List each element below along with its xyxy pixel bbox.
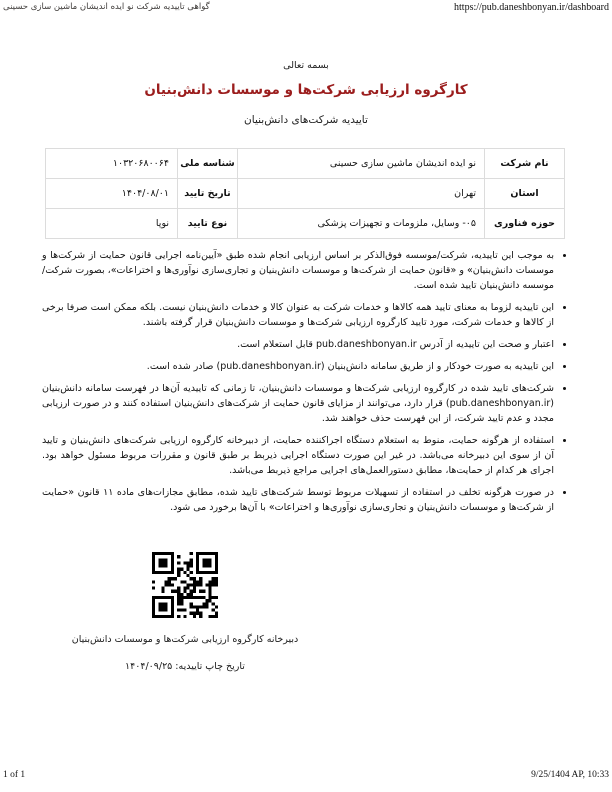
technology-field-value: ۰۵- وسایل، ملزومات و تجهیزات پزشکی [238, 209, 485, 239]
approval-type-value: نوپا [46, 209, 178, 239]
qr-code [152, 552, 218, 618]
secretariat-caption: دبیرخانه کارگروه ارزیابی شرکت‌ها و موسسات دانش‌بنیان [71, 634, 299, 645]
company-name-value: نو ایده اندیشان ماشین سازی حسینی [238, 149, 485, 179]
province-label: استان [485, 179, 565, 209]
note-item: • استفاده از هرگونه حمایت، منوط به استعلام دستگاه اجراکننده حمایت، از دبیرخانه کارگروه ارزیابی شرکت‌های دانش‌بنیان و تایید آن از سوی این دبیرخانه می‌باشد. در غیر این صورت دستگاه اجرایی ذیربط بر طبق قانون و مقررات مربوط مسئول خواهد بود. اجرای هر کدام از حمایت‌ها، مطابق دستورالعمل‌های اجرایی مراجع ذیربط می‌باشد. [42, 433, 554, 478]
print-timestamp: 9/25/1404 AP, 10:33 [531, 770, 609, 780]
approval-type-label: نوع تایید [178, 209, 238, 239]
note-item: • به موجب این تاییدیه، شرکت/موسسه فوق‌الذکر بر اساس ارزیابی انجام شده طبق «آیین‌نامه اجرایی قانون حمایت از شرکت‌ها و موسسات دانش‌بنیان» و «قانون حمایت از شرکت‌ها و موسسات دانش‌بنیان و تجاری‌سازی نوآوری‌ها و اختراعات»، بصورت شرکت/موسسه دانش‌بنیان تایید شده است. [42, 248, 554, 293]
print-header-url: https://pub.daneshbonyan.ir/dashboard [454, 2, 609, 13]
note-item: • این تاییدیه به صورت خودکار و از طریق سامانه دانش‌بنیان (pub.daneshbonyan.ir) صادر شده است. [42, 359, 554, 374]
company-name-label: نام شرکت [485, 149, 565, 179]
note-item: • شرکت‌های تایید شده در کارگروه ارزیابی شرکت‌ها و موسسات دانش‌بنیان، تا زمانی که تاییدیه آن‌ها در فهرست سامانه دانش‌بنیان (pub.daneshbonyan.ir) قرار دارد، می‌توانند از مزایای قانون حمایت از شرکت‌های دانش‌بنیان استفاده کنند و در صورت ارزیابی مجدد و عدم تایید شرکت، از این فهرست حذف خواهند شد. [42, 381, 554, 426]
note-item: • در صورت هرگونه تخلف در استفاده از تسهیلات مربوط توسط شرکت‌های تایید شده، مطابق مجازات‌های ماده ۱۱ قانون «حمایت از شرکت‌ها و موسسات دانش‌بنیان و تجاری‌سازی نوآوری‌ها و اختراعات» با آن‌ها برخورد می شود. [42, 485, 554, 515]
technology-field-label: حوزه فناوری [485, 209, 565, 239]
company-info-table [45, 148, 565, 239]
print-header-document-title: گواهی تاییدیه شرکت نو ایده اندیشان ماشین سازی حسینی [3, 2, 210, 12]
certificate-subtitle: تاییدیه شرکت‌های دانش‌بنیان [244, 114, 368, 126]
table-row [46, 149, 565, 179]
note-item: • اعتبار و صحت این تاییدیه از آدرس pub.daneshbonyan.ir قابل استعلام است. [42, 337, 554, 352]
print-date-line: تاریخ چاپ تاییدیه: ۱۴۰۴/۰۹/۲۵ [125, 661, 245, 672]
table-row [46, 179, 565, 209]
province-value: تهران [238, 179, 485, 209]
notes-list [42, 248, 568, 515]
approval-date-value: ۱۴۰۴/۰۸/۰۱ [46, 179, 178, 209]
note-item: • این تاییدیه لزوما به معنای تایید همه کالاها و خدمات شرکت به عنوان کالا و خدمات دانش‌بنیان نیست. بلکه ممکن است صرفا برخی از کالاها و خدمات شرکت، مورد تایید کارگروه ارزیابی شرکت‌ها و موسسات دانش‌بنیان قرار گرفته باشند. [42, 300, 554, 330]
table-row [46, 209, 565, 239]
bismillah-text: بسمه تعالی [283, 60, 329, 71]
national-id-label: شناسه ملی [178, 149, 238, 179]
national-id-value: ۱۰۳۲۰۶۸۰۰۶۴ [46, 149, 178, 179]
notes-section [42, 248, 568, 522]
approval-date-label: تاریخ تایید [178, 179, 238, 209]
certificate-title: کارگروه ارزیابی شرکت‌ها و موسسات دانش‌بنیان [144, 82, 468, 98]
page-number: 1 of 1 [3, 770, 26, 780]
qr-block [25, 552, 345, 672]
